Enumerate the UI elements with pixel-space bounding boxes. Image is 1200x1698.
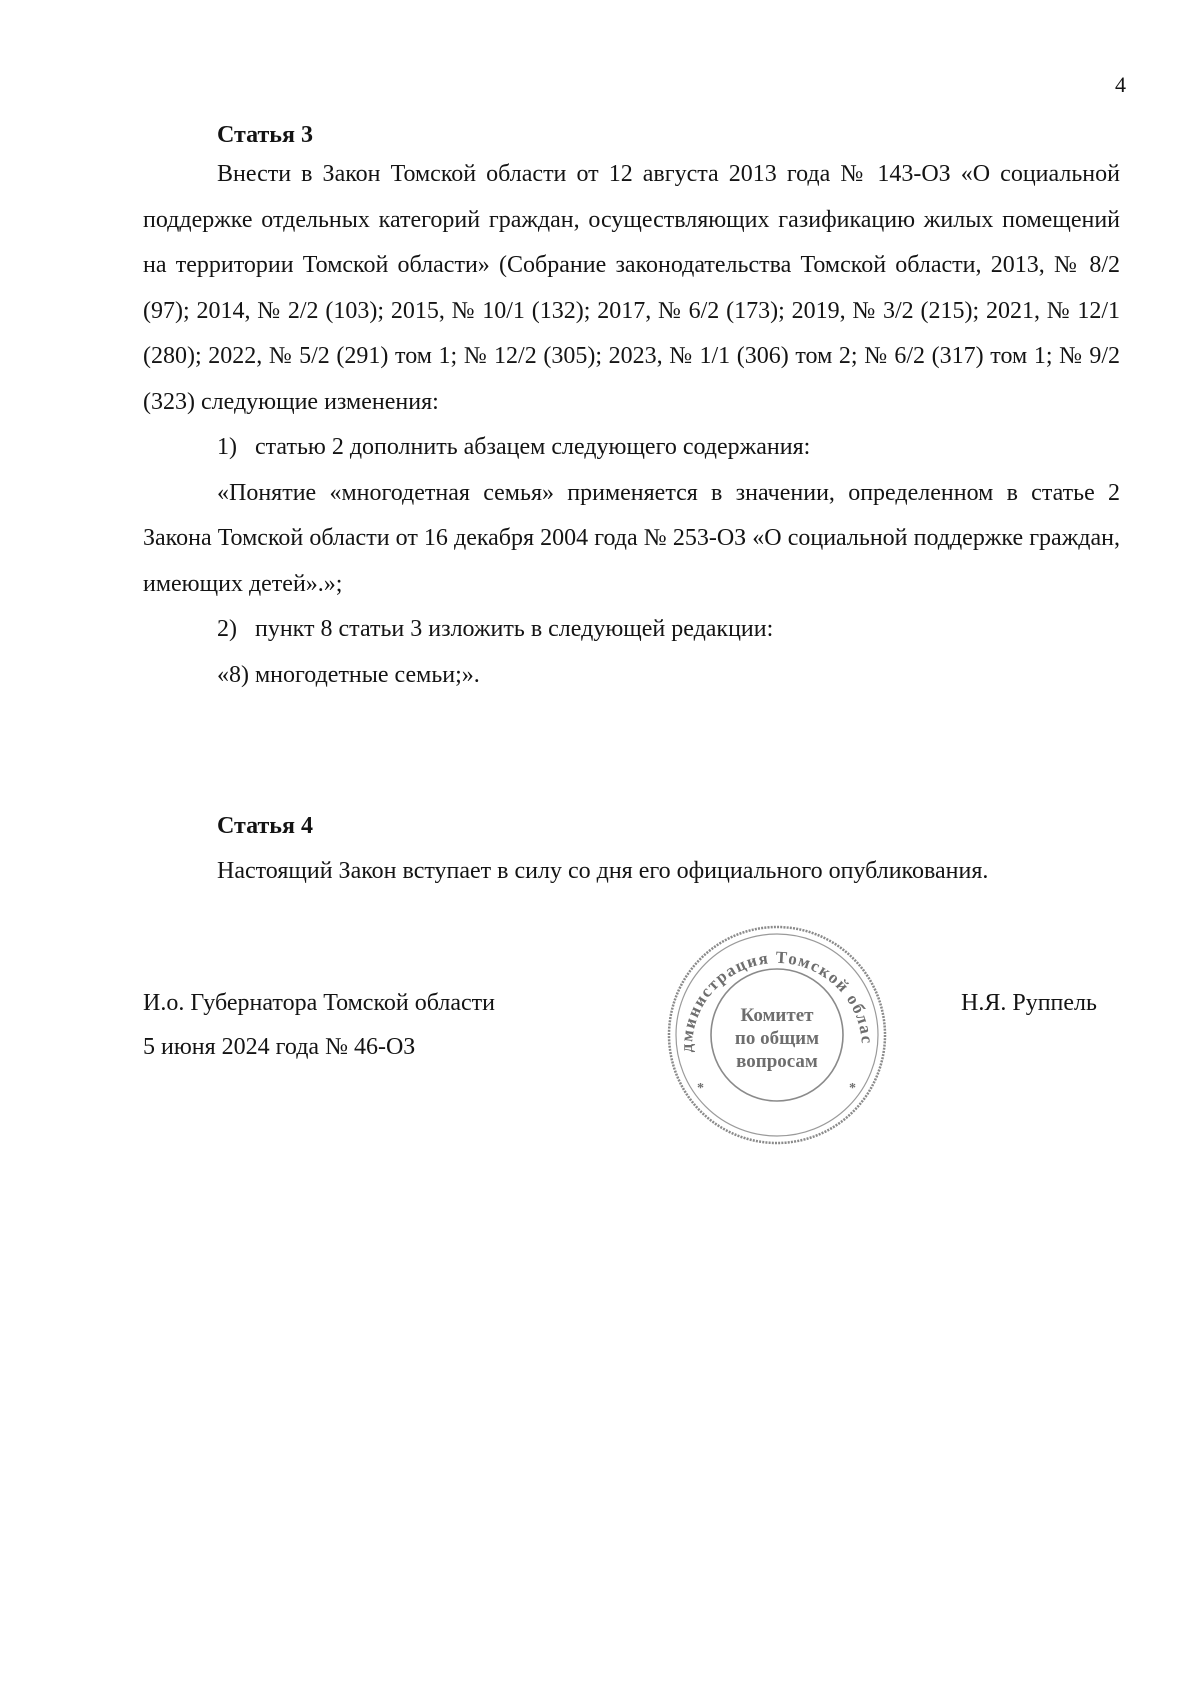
article-3-item-1: 1) статью 2 дополнить абзацем следующего содержания: [217,434,811,460]
article-3-item-2-quote: «8) многодетные семьи;». [217,661,480,688]
page-number: 4 [1115,72,1126,97]
article-4-text: Настоящий Закон вступает в силу со дня его официального опубликования. [217,858,989,884]
article-3-item-1-quote: «Понятие «многодетная семья» применяется в значении, определенном в статье 2 Закона Томской области от 16 декабря 2004 года № 253-ОЗ «О социальной поддержке граждан, имеющих детей».»; [143,479,1120,597]
law-date-number: 5 июня 2024 года № 46-ОЗ [143,1034,416,1060]
seal-graphic [662,920,892,1150]
signatory-name: Н.Я. Руппель [961,990,1097,1016]
article-3-item-2: 2) пункт 8 статьи 3 изложить в следующей редакции: [217,616,774,642]
seal-center-line-1: Комитет [740,1005,814,1026]
seal-center-line-3: вопросам [736,1051,818,1072]
seal-center-line-2: по общим [734,1028,820,1049]
seal-star-icon: * [697,1081,704,1096]
article-3-intro: Внести в Закон Томской области от 12 августа 2013 года № 143-ОЗ «О социальной поддержке отдельных категорий граждан, осуществляющих газификацию жилых помещений на территории Томской области» (Собрание законодательства Томской области, 2013, № 8/2 (97); 2014, № 2/2 (103); 2015, № 10/1 (132); 2017, № 6/2 (173); 2019, № 3/2 (215); 2021, № 12/1 (280); 2022, № 5/2 (291) том 1; № 12/2 (305); 2023, № 1/1 (306) том 2; № 6/2 (317) том 1; № 9/2 (323) следующие изменения: [143,161,1120,415]
article-3-body [143,152,1120,698]
official-seal [662,920,892,1150]
article-3-heading: Статья 3 [217,122,313,148]
signatory-position: И.о. Губернатора Томской области [143,990,495,1016]
seal-outer-text: дминистрация Томской облас [676,947,878,1053]
seal-star-icon: * [849,1081,856,1096]
article-4-heading: Статья 4 [217,813,313,839]
